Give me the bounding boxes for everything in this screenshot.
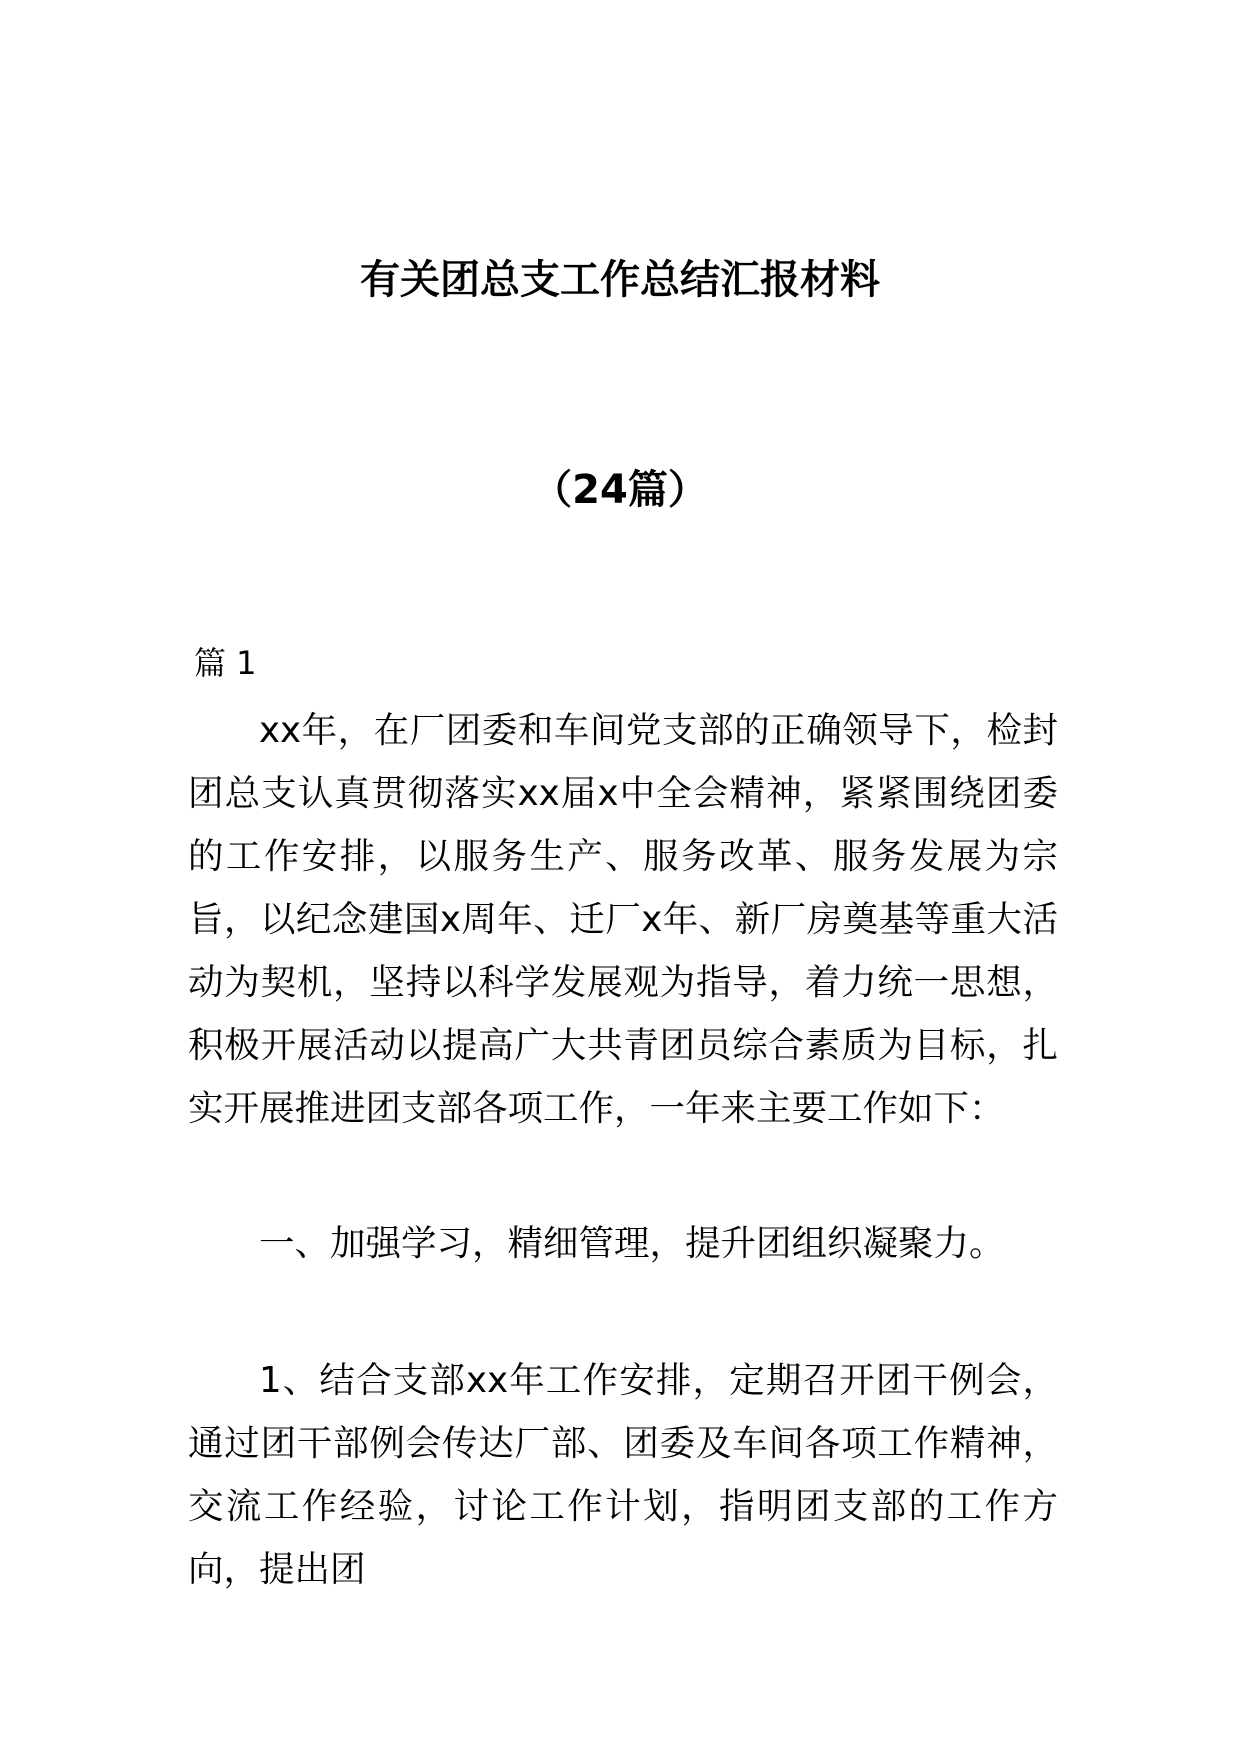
document-title: 有关团总支工作总结汇报材料 — [360, 257, 880, 303]
section-heading-one: 一、加强学习，精细管理，提升团组织凝聚力。 — [259, 1223, 1005, 1264]
list-item-one: 1、结合支部xx年工作安排，定期召开团干例会，通过团干部例会传达厂部、团委及车间各项工作精神，交流工作经验，讨论工作计划，指明团支部的工作方向，提出团 — [188, 1360, 1058, 1590]
document-subtitle: （24篇） — [532, 467, 708, 513]
intro-paragraph: xx年，在厂团委和车间党支部的正确领导下，检封团总支认真贯彻落实xx届x中全会精神，紧紧围绕团委的工作安排，以服务生产、服务改革、服务发展为宗旨，以纪念建国x周年、迁厂x年、新厂房奠基等重大活动为契机，坚持以科学发展观为指导，着力统一思想，积极开展活动以提高广大共青团员综合素质为目标，扎实开展推进团支部各项工作，一年来主要工作如下： — [188, 710, 1058, 1129]
section-label: 篇 1 — [194, 644, 257, 682]
